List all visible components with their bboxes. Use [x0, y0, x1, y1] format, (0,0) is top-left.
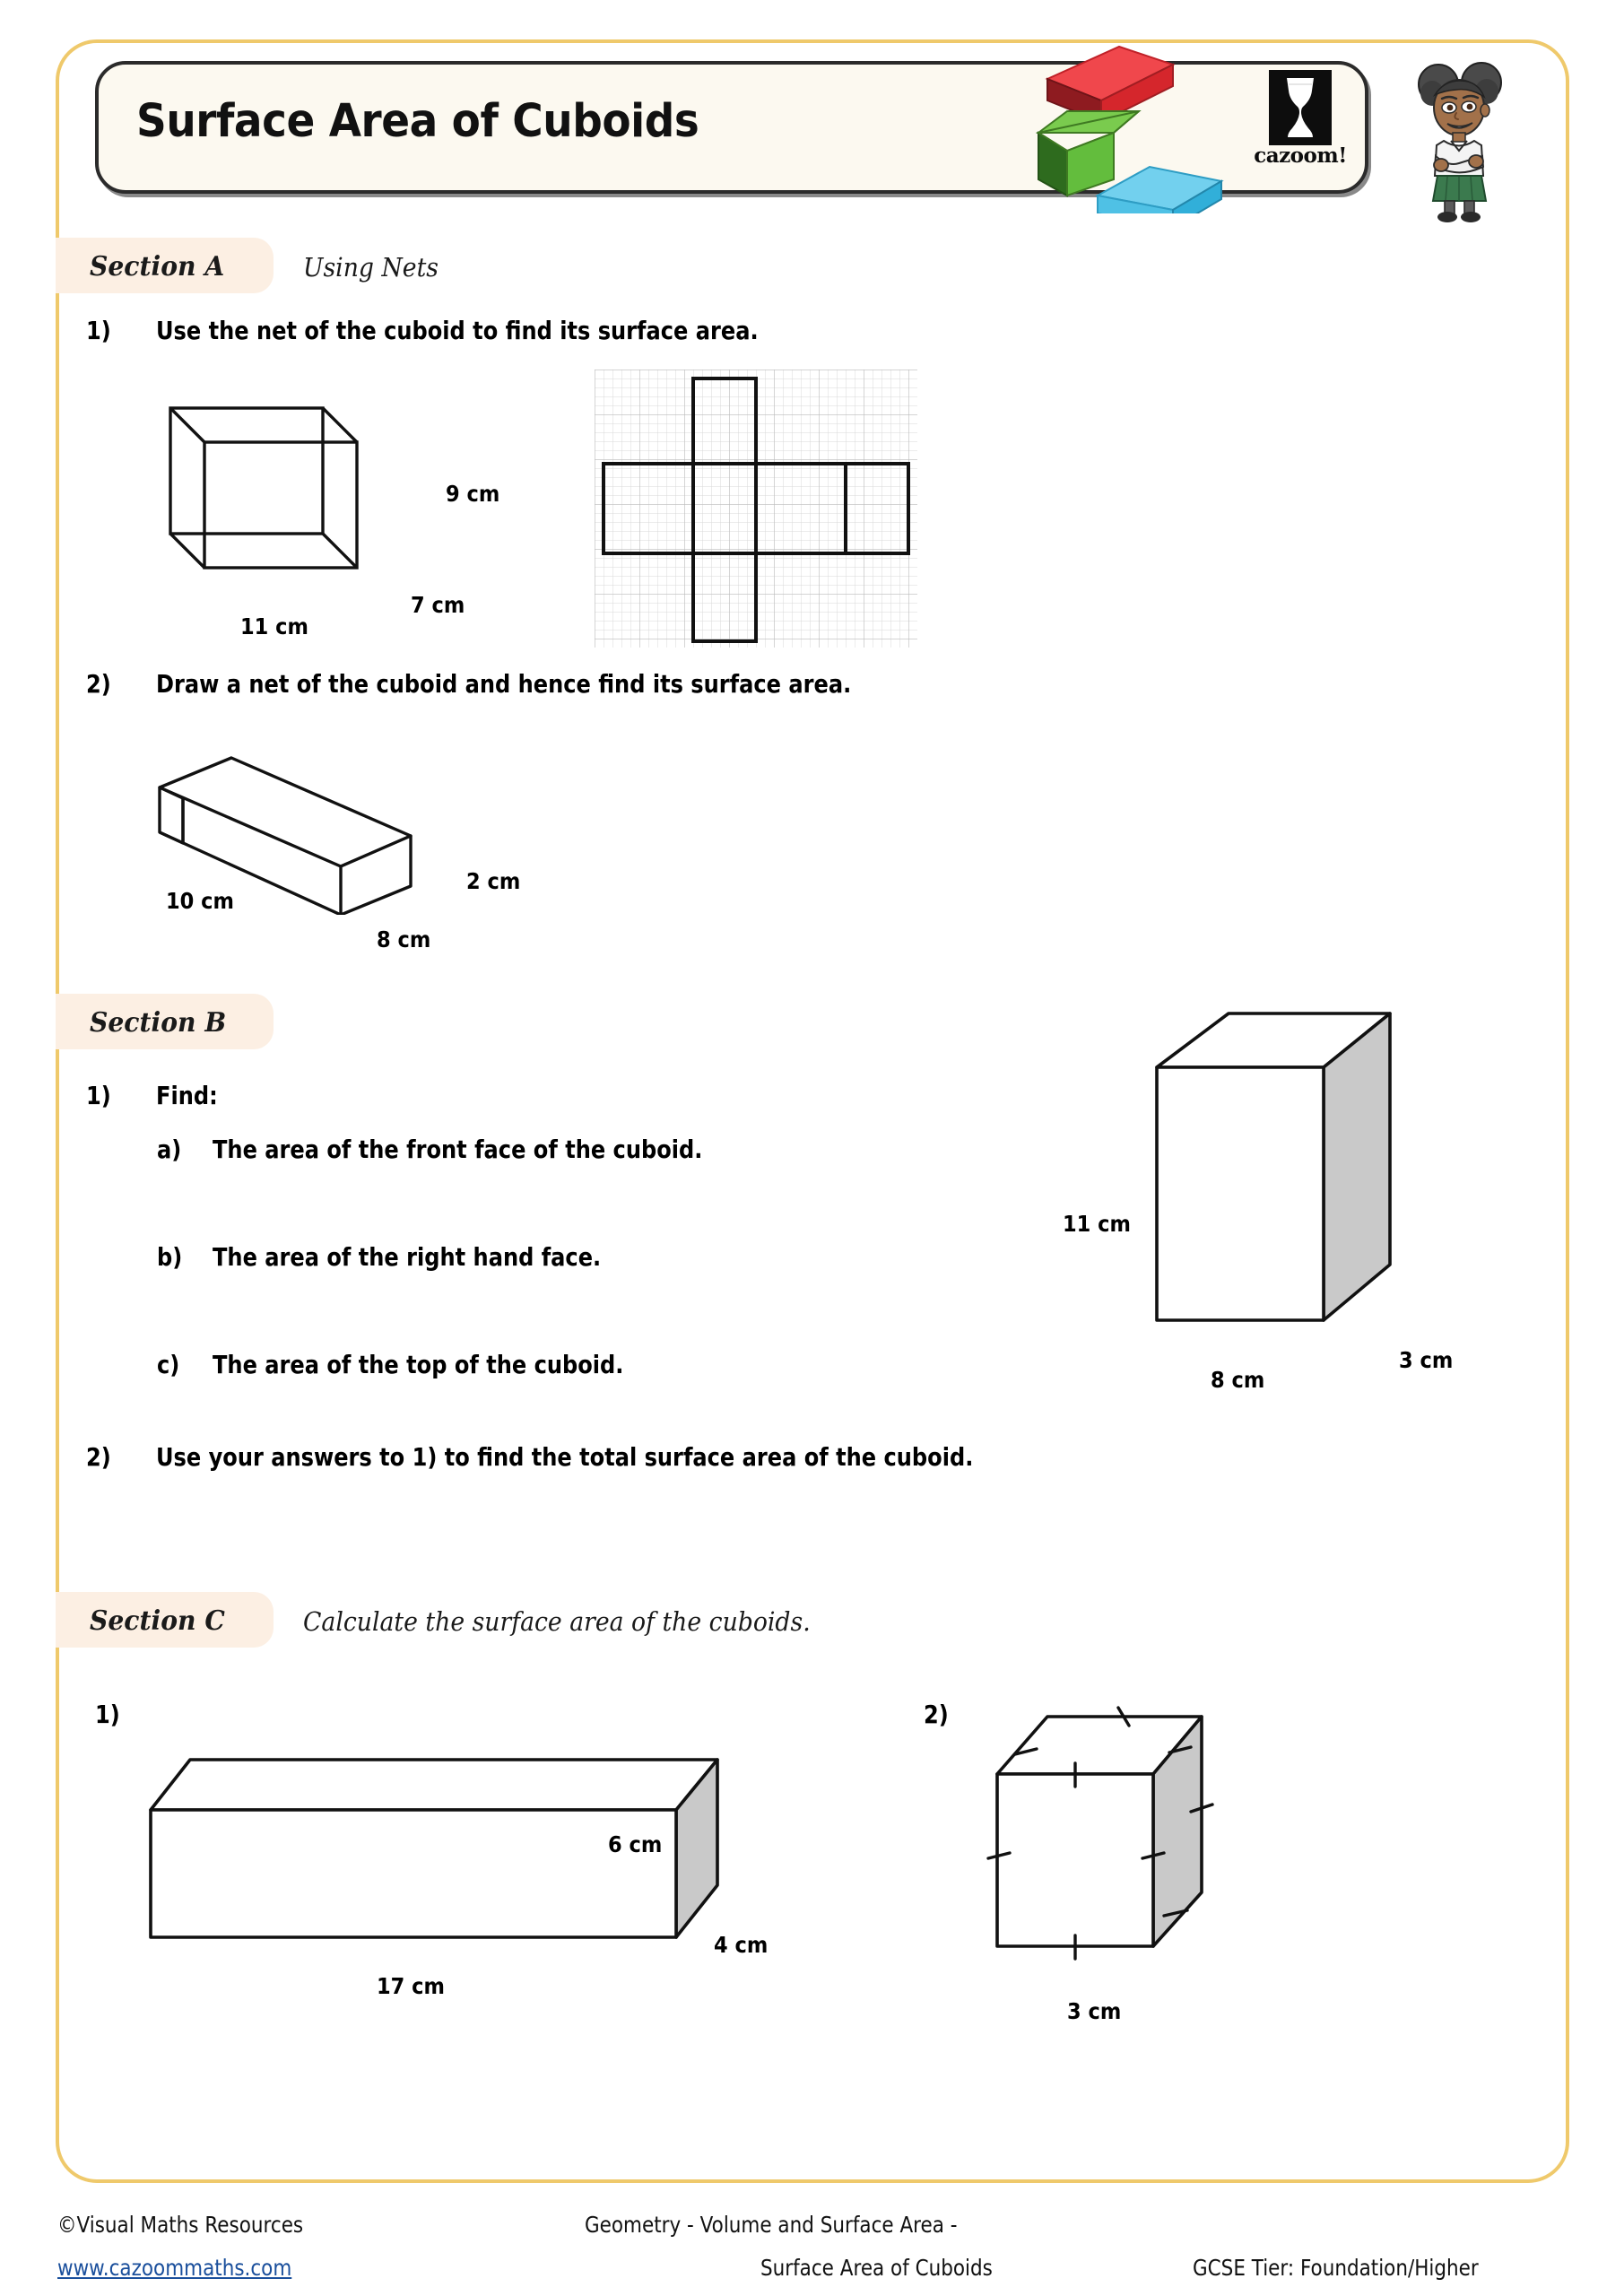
section-c-q1-number: 1): [95, 1700, 120, 1729]
dim-label-11cm: 11 cm: [240, 613, 308, 639]
dim-label-17cm: 17 cm: [377, 1973, 445, 1999]
cartoon-schoolgirl: [1408, 52, 1508, 222]
section-b-q1a-letter: a): [157, 1135, 182, 1164]
dim-label-8cm-b: 8 cm: [1211, 1367, 1265, 1393]
dim-label-7cm: 7 cm: [411, 592, 465, 618]
cuboid-net-grid-diagram: [595, 370, 917, 648]
dim-label-8cm: 8 cm: [377, 926, 431, 952]
section-b-q1c-text: The area of the top of the cuboid.: [213, 1350, 624, 1379]
section-a-q2-text: Draw a net of the cuboid and hence find its surface area.: [156, 669, 852, 699]
section-a-q1-text: Use the net of the cuboid to find its surface area.: [156, 316, 759, 345]
dim-label-9cm: 9 cm: [446, 481, 500, 507]
dim-label-3cm: 3 cm: [1399, 1347, 1454, 1373]
section-a-q2-number: 2): [86, 669, 111, 699]
section-b-q1b-letter: b): [157, 1242, 183, 1272]
section-b-q2-number: 2): [86, 1442, 111, 1472]
section-c-q2-number: 2): [924, 1700, 949, 1729]
section-b-q1-text: Find:: [156, 1081, 218, 1110]
section-b-q1-number: 1): [86, 1081, 111, 1110]
dim-label-11cm: 11 cm: [1063, 1211, 1131, 1237]
dim-label-4cm: 4 cm: [714, 1932, 769, 1958]
dim-label-6cm: 6 cm: [608, 1831, 663, 1857]
footer: [0, 2199, 1624, 2296]
wide-shaded-cuboid-diagram: [143, 1713, 771, 1955]
cazoom-logo: [1251, 70, 1350, 176]
section-c-subtitle: Calculate the surface area of the cuboids.: [303, 1606, 811, 1637]
footer-website-link[interactable]: www.cazoommaths.com: [57, 2255, 292, 2281]
footer-copyright: ©Visual Maths Resources: [57, 2212, 304, 2238]
section-b-label: Section B: [90, 1007, 227, 1039]
footer-tier: GCSE Tier: Foundation/Higher: [1193, 2255, 1479, 2281]
section-c-label: Section C: [90, 1605, 225, 1637]
section-b-q1b-text: The area of the right hand face.: [213, 1242, 602, 1272]
footer-center-line2: Surface Area of Cuboids: [760, 2255, 993, 2281]
section-a-label: Section A: [90, 251, 225, 283]
dim-label-10cm: 10 cm: [166, 888, 234, 914]
header-decorative-blocks: [1031, 43, 1255, 213]
cazoom-wordmark: cazoom!: [1254, 144, 1347, 168]
section-a-subtitle: Using Nets: [303, 252, 439, 283]
dim-label-3cm-c: 3 cm: [1067, 1998, 1122, 2024]
goblet-icon: [1283, 76, 1317, 139]
wireframe-cuboid-diagram: [161, 399, 448, 592]
shaded-cube-with-tickmarks-diagram: [986, 1686, 1282, 1973]
section-b-q1a-text: The area of the front face of the cuboid.: [213, 1135, 703, 1164]
page-title: Surface Area of Cuboids: [136, 95, 699, 148]
footer-center-line1: Geometry - Volume and Surface Area -: [585, 2212, 958, 2238]
dim-label-2cm: 2 cm: [466, 868, 521, 894]
section-b-q1c-letter: c): [157, 1350, 180, 1379]
section-a-q1-number: 1): [86, 316, 111, 345]
tall-shaded-cuboid-diagram: [1148, 1004, 1444, 1363]
section-b-q2-text: Use your answers to 1) to find the total surface area of the cuboid.: [156, 1442, 974, 1472]
